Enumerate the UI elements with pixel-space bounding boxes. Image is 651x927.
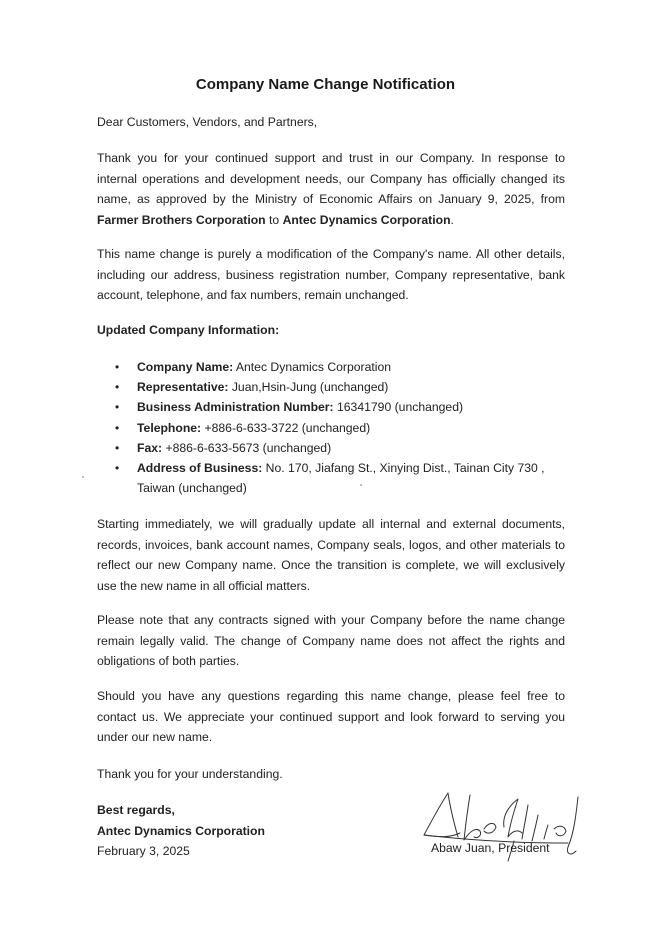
scan-speck <box>360 484 362 486</box>
transition-paragraph: Starting immediately, we will gradually update all internal and external documents, records, invoices, bank account names, Company seals, logos, and other materials to reflect our new Company name. Once the transition is complete, we will exclusively use the new name in all official matters. <box>97 517 565 593</box>
info-value: Juan,Hsin-Jung (unchanged) <box>228 380 389 395</box>
intro-paragraph <box>97 148 565 230</box>
greeting: Dear Customers, Vendors, and Partners, <box>97 115 318 129</box>
info-label: Business Administration Number: <box>137 400 334 415</box>
list-item <box>97 418 567 438</box>
intro-connector: to <box>265 212 283 227</box>
thanks-line: Thank you for your understanding. <box>97 767 283 781</box>
intro-text: Thank you for your continued support and trust in our Company. In response to internal operations and development needs, our Company has officially changed its name, as approved by the Ministry of Economic Affairs on January 9, 2025, from <box>97 151 565 206</box>
intro-end: . <box>450 212 454 227</box>
info-value: +886-6-633-5673 (unchanged) <box>162 440 332 455</box>
info-label: Address of Business: <box>137 461 263 476</box>
list-item <box>97 397 567 417</box>
unchanged-details-paragraph: This name change is purely a modification of the Company's name. All other details, including our address, business registration number, Company representative, bank account, telephone, and fax numbers, remain unchanged. <box>97 247 565 302</box>
list-item <box>97 438 567 458</box>
company-info-list <box>97 357 567 498</box>
list-item <box>97 377 567 397</box>
contact-paragraph: Should you have any questions regarding this name change, please feel free to contact us. We appreciate your continued support and look forward to serving you under our new name. <box>97 689 565 744</box>
list-item <box>97 458 567 498</box>
closing-block <box>97 800 265 862</box>
contracts-paragraph: Please note that any contracts signed with your Company before the name change remain legally valid. The change of Company name does not affect the rights and obligations of both parties. <box>97 613 565 668</box>
info-label: Company Name: <box>137 360 234 374</box>
scan-speck <box>82 476 84 478</box>
info-label: Representative: <box>137 380 229 395</box>
info-label: Telephone: <box>137 420 202 435</box>
list-item <box>97 357 567 377</box>
closing-regards: Best regards, <box>97 803 175 817</box>
info-value: +886-6-633-3722 (unchanged) <box>201 420 371 435</box>
info-label: Fax: <box>137 440 163 455</box>
info-value: Antec Dynamics Corporation <box>233 360 392 374</box>
signatory-name: Abaw Juan, President <box>431 841 550 855</box>
updated-info-heading: Updated Company Information: <box>97 323 280 337</box>
new-company-name: Antec Dynamics Corporation <box>282 212 451 227</box>
page-title: Company Name Change Notification <box>195 76 456 93</box>
closing-date: February 3, 2025 <box>97 844 190 858</box>
info-value: No. 170, Jiafang St., Xinying Dist., Tainan City 730 , Taiwan (unchanged) <box>137 461 545 496</box>
info-value: 16341790 (unchanged) <box>333 400 464 415</box>
closing-company: Antec Dynamics Corporation <box>97 823 265 838</box>
old-company-name: Farmer Brothers Corporation <box>97 212 266 227</box>
